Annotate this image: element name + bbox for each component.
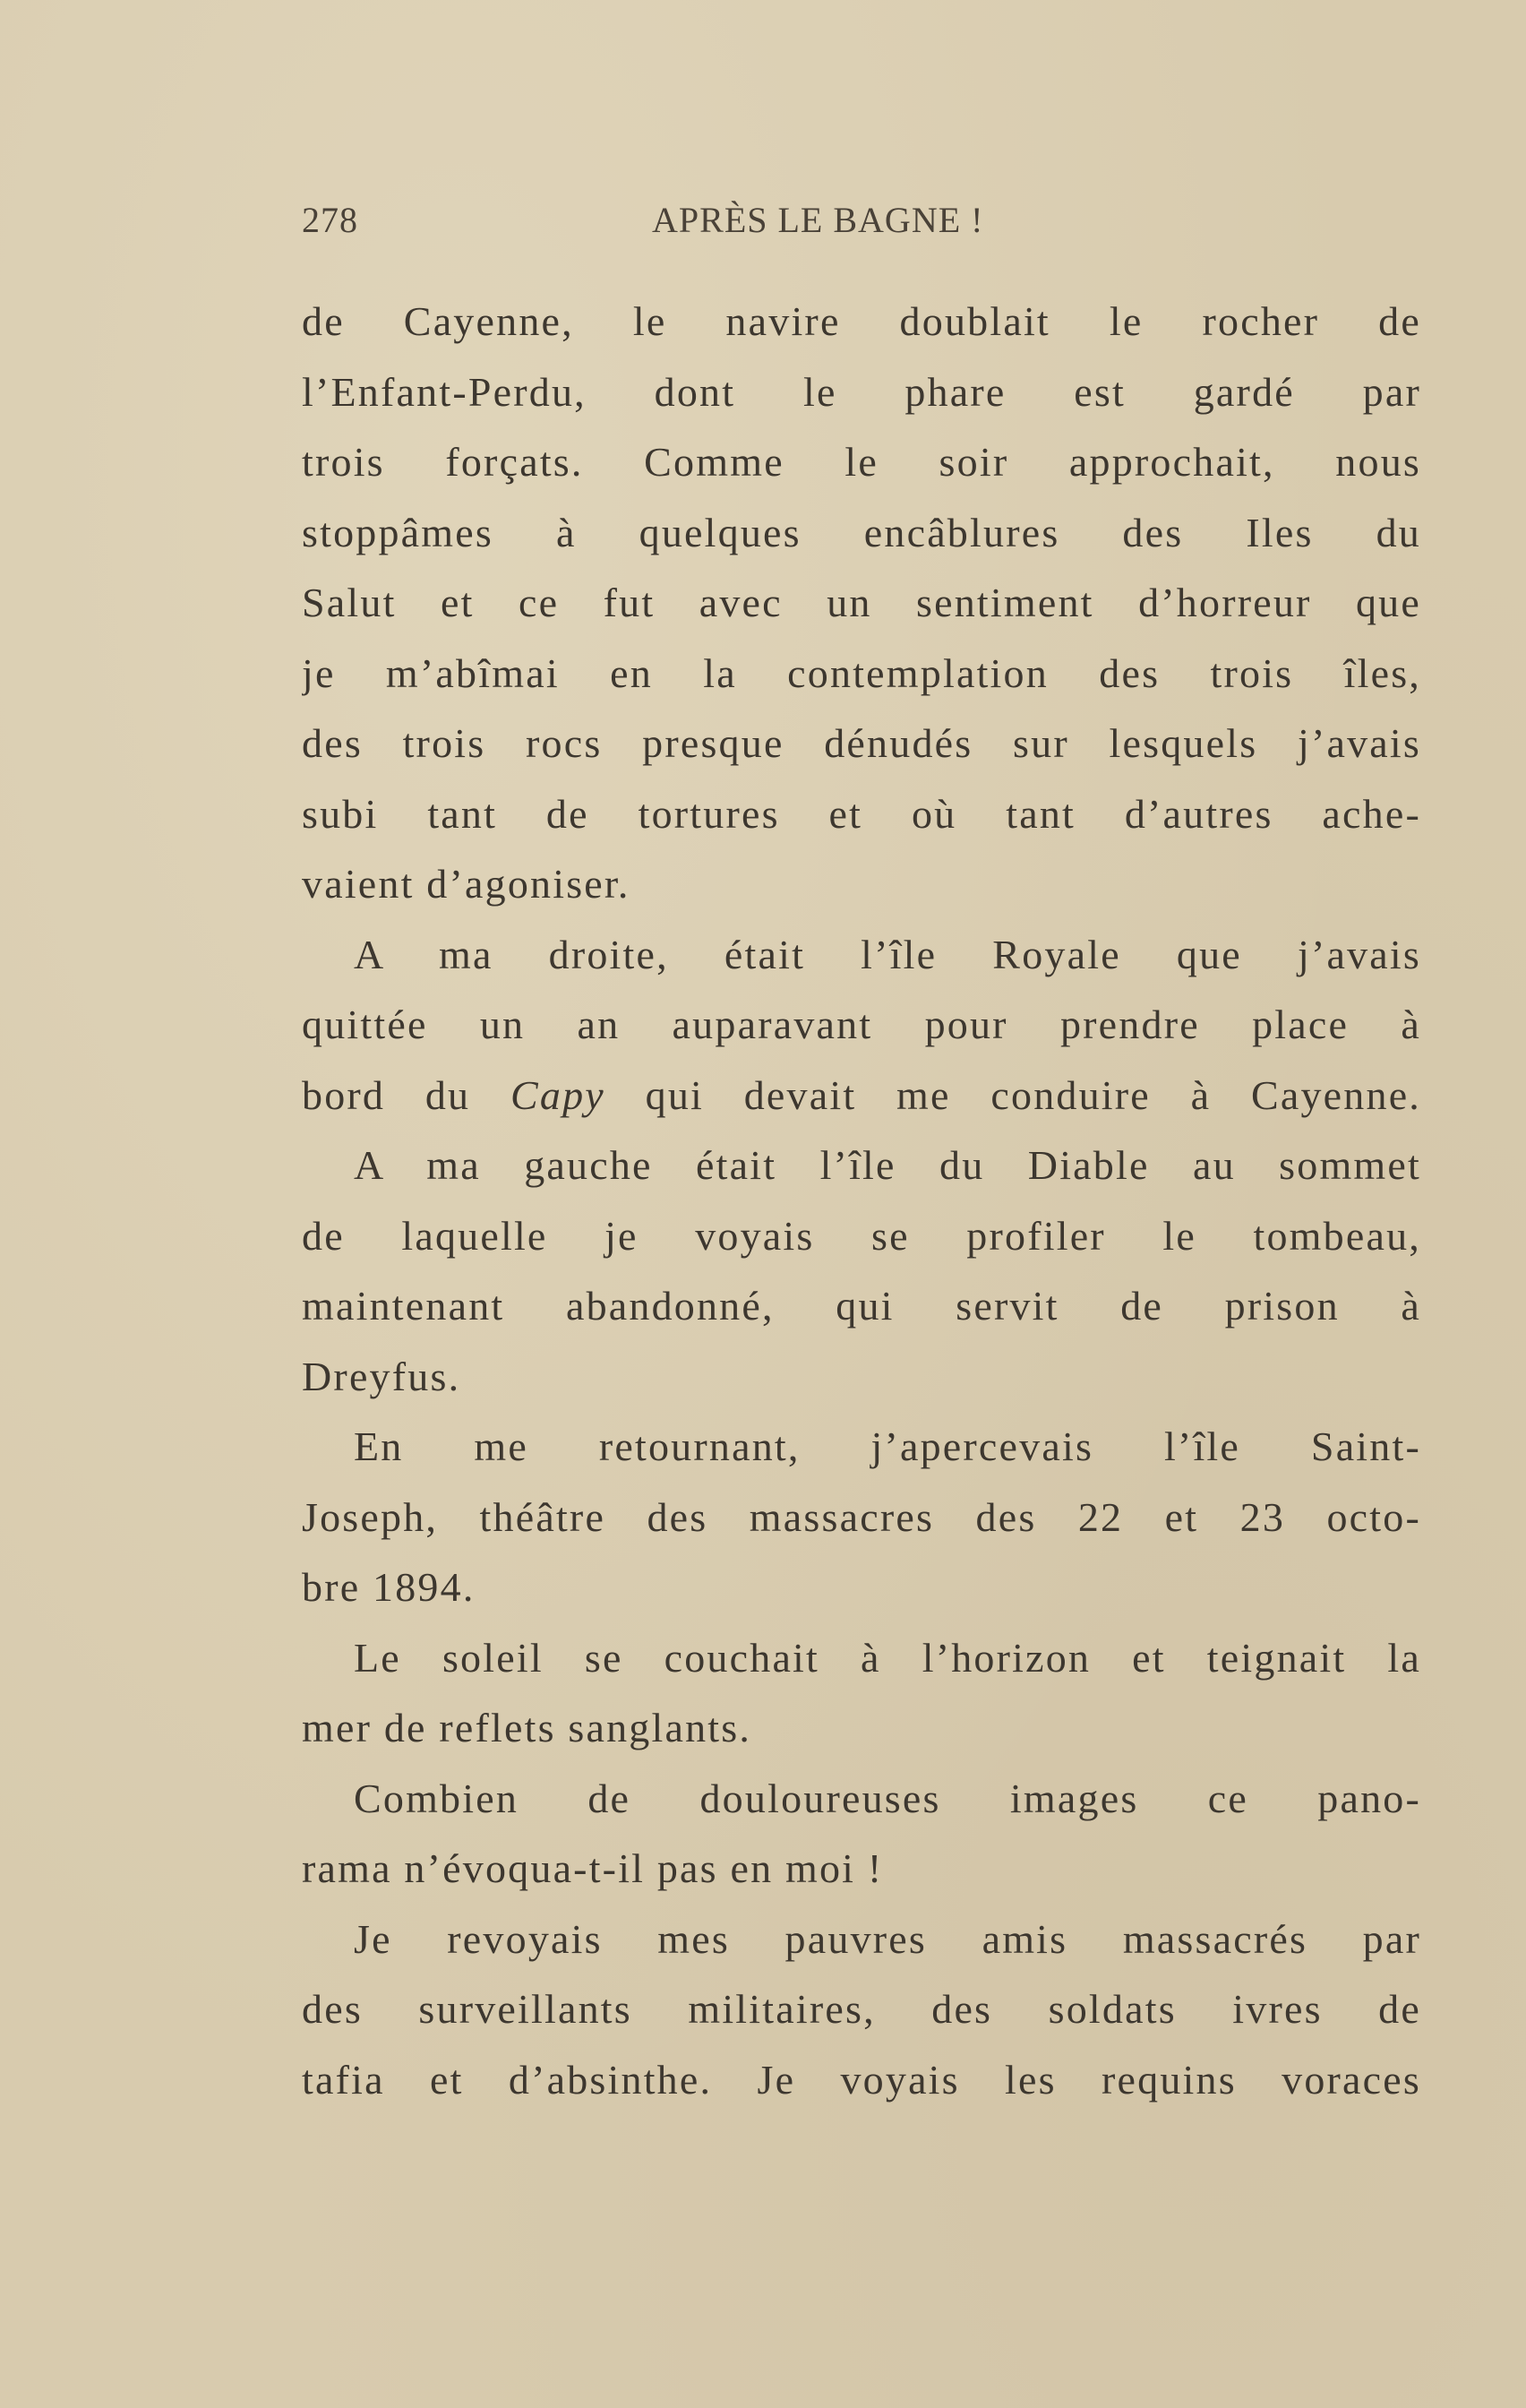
text-line: A ma gauche était l’île du Diable au sommet bbox=[354, 1142, 1421, 1188]
text-line: trois forçats. Comme le soir approchait, nous bbox=[302, 439, 1421, 485]
text-line: stoppâmes à quelques encâblures des Iles du bbox=[302, 509, 1421, 555]
body-text bbox=[302, 287, 1421, 2115]
running-head: APRÈS LE BAGNE ! bbox=[652, 200, 984, 240]
page-number: 278 bbox=[302, 200, 358, 240]
ship-name: Capy bbox=[510, 1071, 605, 1118]
text-line: En me retournant, j’apercevais l’île Saint- bbox=[354, 1423, 1421, 1469]
text-line: Je revoyais mes pauvres amis massacrés par bbox=[354, 1915, 1421, 1962]
text-line: Combien de douloureuses images ce pano- bbox=[354, 1775, 1421, 1821]
text-fragment: bord du bbox=[302, 1071, 471, 1118]
text-line: bre 1894. bbox=[302, 1564, 476, 1610]
text-line: je m’abîmai en la contemplation des trois îles, bbox=[302, 649, 1421, 696]
text-line: quittée un an auparavant pour prendre place à bbox=[302, 1002, 1421, 1047]
text-line: Le soleil se couchait à l’horizon et teignait la bbox=[354, 1634, 1421, 1681]
page-header bbox=[302, 199, 1421, 253]
text-line: A ma droite, était l’île Royale que j’avais bbox=[354, 931, 1421, 977]
text-line: des surveillants militaires, des soldats ivres de bbox=[302, 1986, 1421, 2032]
text-line: mer de reflets sanglants. bbox=[302, 1705, 752, 1750]
text-line-mixed bbox=[302, 1061, 1421, 1131]
text-line: Dreyfus. bbox=[302, 1353, 461, 1399]
text-line: l’Enfant-Perdu, dont le phare est gardé par bbox=[302, 368, 1421, 415]
text-fragment: qui devait me conduire à Cayenne. bbox=[645, 1071, 1421, 1118]
text-line: de laquelle je voyais se profiler le tombeau, bbox=[302, 1212, 1421, 1259]
text-line: Salut et ce fut avec un sentiment d’horreur que bbox=[302, 580, 1421, 625]
text-line: de Cayenne, le navire doublait le rocher de bbox=[302, 298, 1421, 344]
text-line: vaient d’agoniser. bbox=[302, 861, 630, 907]
text-line: tafia et d’absinthe. Je voyais les requins voraces bbox=[302, 2056, 1421, 2103]
text-line: rama n’évoqua-t-il pas en moi ! bbox=[302, 1845, 884, 1891]
text-line: subi tant de tortures et où tant d’autres ache- bbox=[302, 790, 1421, 837]
text-line: maintenant abandonné, qui servit de prison à bbox=[302, 1283, 1421, 1329]
text-line: Joseph, théâtre des massacres des 22 et 23 octo- bbox=[302, 1493, 1421, 1540]
text-line: des trois rocs presque dénudés sur lesquels j’avais bbox=[302, 720, 1421, 766]
